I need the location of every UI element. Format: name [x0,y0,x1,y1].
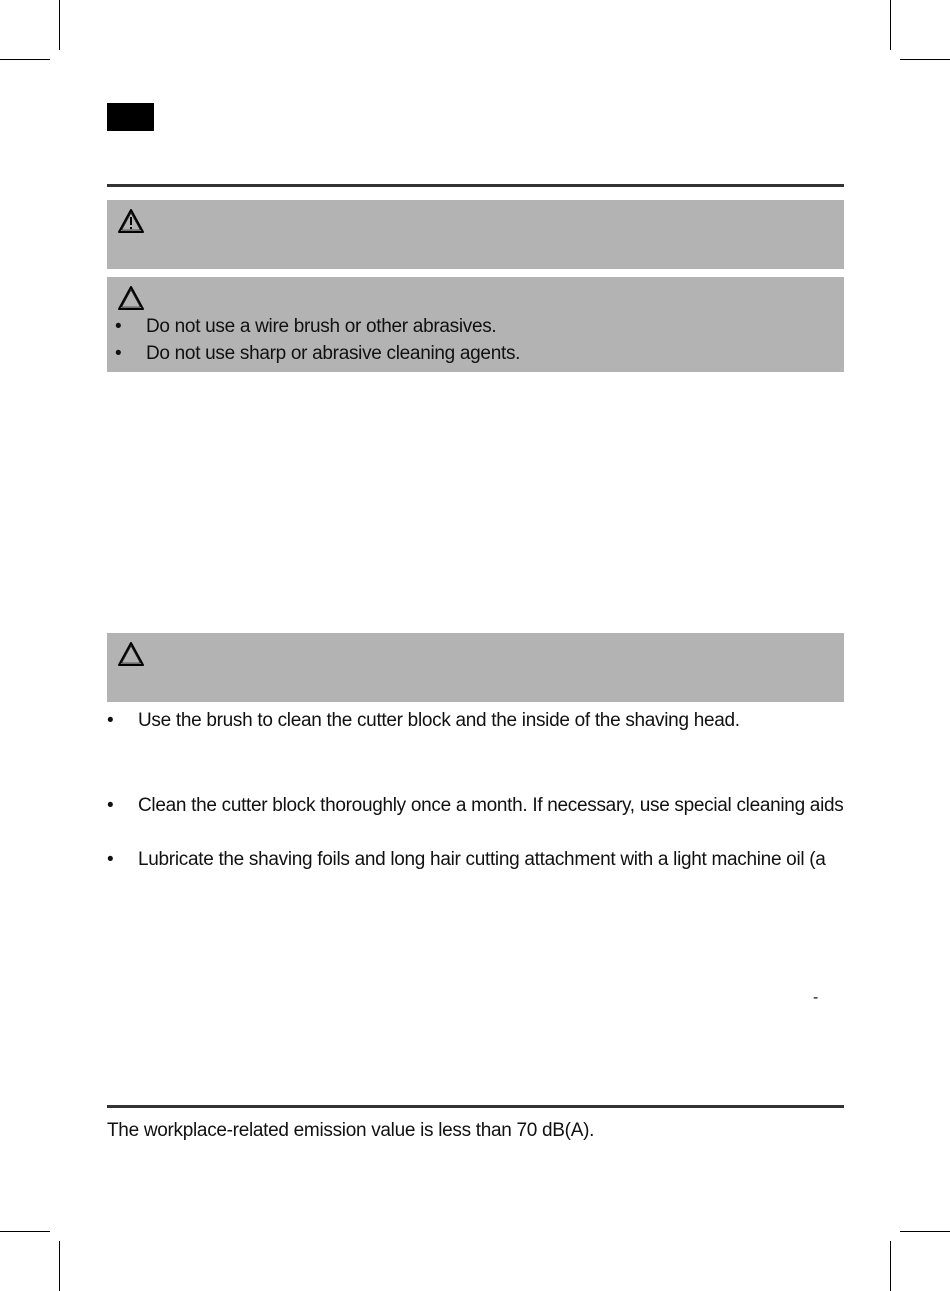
bullet-dot: • [115,343,122,364]
crop-mark [900,1231,950,1232]
bullet-dot: • [107,795,114,816]
note-box [107,633,844,702]
bullet-dot: • [107,849,114,870]
noise-statement: The workplace-related emission value is less than 70 dB(A). [107,1120,595,1141]
crop-mark [0,59,50,60]
bullet-dot: • [107,710,114,731]
section-rule-bottom [107,1105,844,1108]
caution-triangle-icon [117,285,145,311]
crop-mark [0,1231,50,1232]
crop-mark [59,1241,60,1291]
caution-box [107,277,844,372]
cleaning-step-text: Use the brush to clean the cutter block and the inside of the shaving head. [138,710,740,731]
language-tab [107,103,154,131]
warning-triangle-icon [117,208,145,234]
crop-mark [890,0,891,50]
warning-box [107,200,844,269]
caution-triangle-icon [117,641,145,667]
caution-bullet-text: Do not use sharp or abrasive cleaning agents. [146,343,521,364]
crop-mark [59,0,60,50]
crop-mark [900,59,950,60]
cleaning-step-text: Clean the cutter block thoroughly once a month. If necessary, use special cleaning aids [138,795,844,816]
crop-mark [890,1241,891,1291]
section-rule-top [107,184,844,187]
hyphen-mark: - [813,989,819,1006]
caution-bullet-text: Do not use a wire brush or other abrasives. [146,316,497,337]
cleaning-step-text: Lubricate the shaving foils and long hair cutting attachment with a light machine oil (a [138,849,826,870]
bullet-dot: • [115,316,122,337]
